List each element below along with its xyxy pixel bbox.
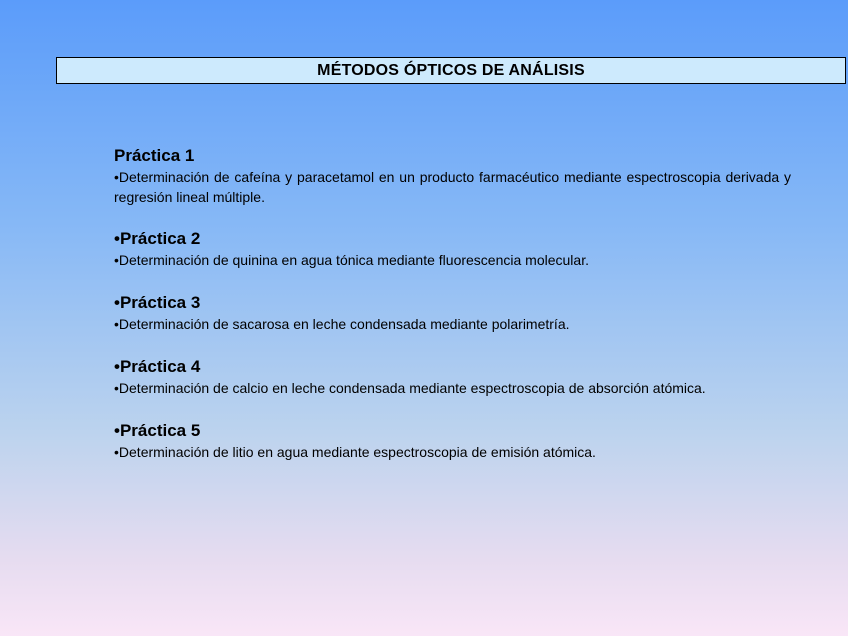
title-box	[56, 57, 846, 84]
practica-2-heading: •Práctica 2	[114, 229, 201, 248]
practica-5-description: •Determinación de litio en agua mediante espectroscopia de emisión atómica.	[114, 444, 596, 460]
practica-5-heading: •Práctica 5	[114, 421, 201, 440]
practica-1-heading: Práctica 1	[114, 146, 195, 165]
practica-1-description: •Determinación de cafeína y paracetamol en un producto farmacéutico mediante espectroscopia derivada y regresión lineal múltiple.	[114, 169, 791, 205]
practicas-list	[114, 145, 791, 484]
practica-2-description: •Determinación de quinina en agua tónica mediante fluorescencia molecular.	[114, 252, 589, 268]
practica-4-heading: •Práctica 4	[114, 357, 201, 376]
practica-3	[114, 292, 791, 334]
practica-4	[114, 356, 791, 398]
practica-3-heading: •Práctica 3	[114, 293, 201, 312]
practica-2	[114, 228, 791, 270]
practica-3-description: •Determinación de sacarosa en leche condensada mediante polarimetría.	[114, 316, 570, 332]
practica-5	[114, 420, 791, 462]
practica-1	[114, 145, 791, 207]
page-title: MÉTODOS ÓPTICOS DE ANÁLISIS	[317, 61, 585, 79]
practica-4-description: •Determinación de calcio en leche condensada mediante espectroscopia de absorción atómica.	[114, 380, 706, 396]
